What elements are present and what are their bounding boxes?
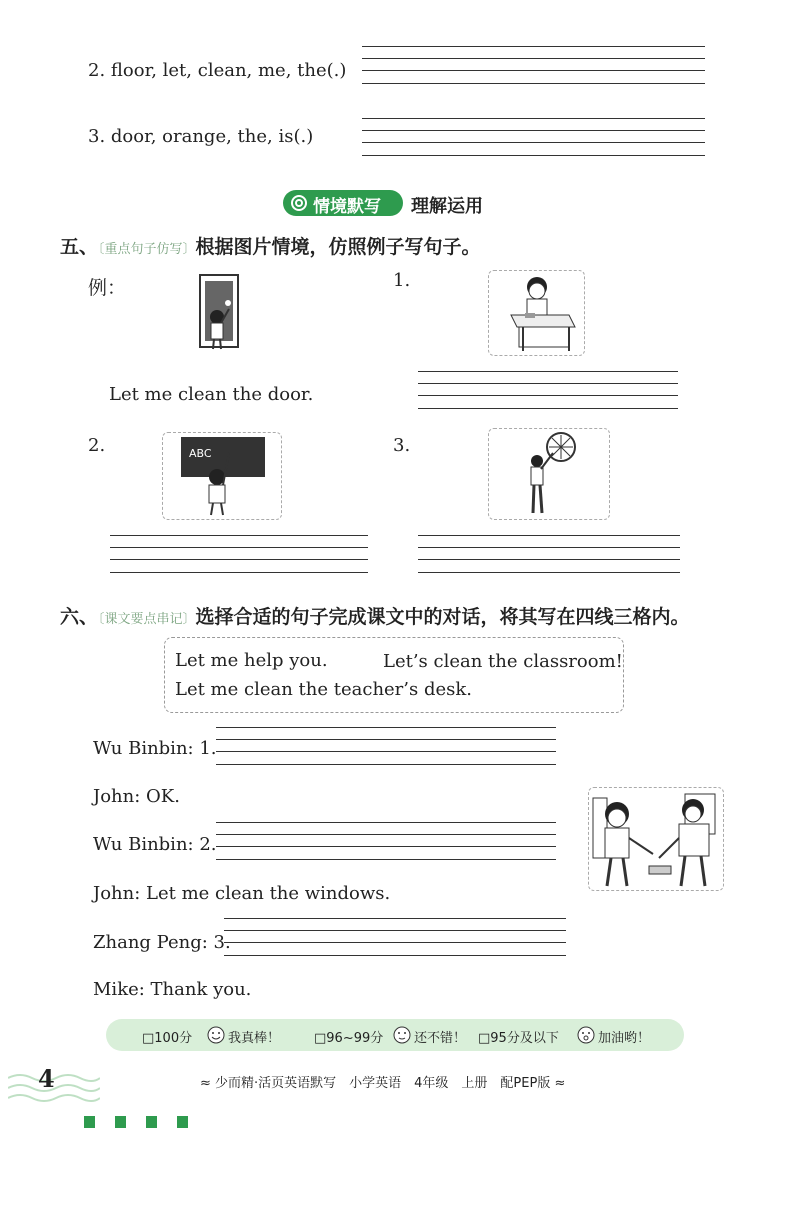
dialogue-line-6: Mike: Thank you.	[93, 979, 252, 1000]
page-number: 4	[38, 1064, 55, 1093]
score-95-below-comment: 加油哟！	[598, 1031, 651, 1046]
dialogue-line-3: Wu Binbin: 2.	[93, 834, 217, 855]
boy-cleaning-fan-picture	[488, 428, 610, 520]
option-3: Let me clean the teacher’s desk.	[175, 679, 473, 700]
dialogue-line-5: Zhang Peng: 3.	[93, 932, 231, 953]
smile-face-icon	[392, 1025, 412, 1045]
dialogue-line-4: John: Let me clean the windows.	[93, 883, 391, 904]
reorder-item-2: 2. floor, let, clean, me, the(.)	[88, 60, 347, 81]
item-1-label: 1.	[393, 270, 411, 291]
girl-cleaning-door-picture	[195, 273, 245, 353]
footer-green-block	[146, 1116, 157, 1128]
footer-green-block	[177, 1116, 188, 1128]
option-2: Let’s clean the classroom!	[383, 651, 623, 672]
self-assessment-bar	[106, 1019, 684, 1051]
boy-cleaning-desk-picture	[488, 270, 585, 356]
section5-heading: 五、〔重点句子仿写〕根据图片情境，仿照例子写句子。	[60, 236, 481, 258]
sentence-options-box	[164, 637, 624, 713]
girl-cleaning-blackboard-picture	[162, 432, 282, 520]
score-96-99-comment: 还不错！	[414, 1031, 467, 1046]
medal-icon	[289, 193, 309, 213]
section6-heading: 六、〔课文要点串记〕选择合适的句子完成课文中的对话，将其写在四线三格内。	[60, 606, 690, 628]
example-label: 例：	[88, 277, 127, 299]
dialogue-line-2: John: OK.	[93, 786, 180, 807]
option-1: Let me help you.	[175, 650, 328, 671]
item-2-label: 2.	[88, 435, 106, 456]
two-boys-picture	[588, 787, 724, 891]
section-banner-badge	[283, 190, 403, 216]
score-100[interactable]: □100分	[142, 1031, 193, 1046]
score-100-comment: 我真棒！	[228, 1031, 281, 1046]
banner-subtitle: 理解运用	[411, 196, 483, 217]
boy-desk-illustration	[489, 271, 584, 355]
blackboard-illustration	[163, 433, 281, 519]
banner-badge-text: 情境默写	[313, 197, 381, 217]
section5-tag: 〔重点句子仿写〕	[98, 242, 196, 257]
footer-green-block	[115, 1116, 126, 1128]
score-96-99[interactable]: □96~99分	[314, 1031, 384, 1046]
fan-illustration	[489, 429, 609, 519]
two-boys-illustration	[589, 788, 723, 890]
cheer-face-icon	[576, 1025, 596, 1045]
blackboard-text: ABC	[189, 447, 212, 460]
score-95-below[interactable]: □95分及以下	[478, 1031, 559, 1046]
footer-green-block	[84, 1116, 95, 1128]
footer-series-title: ≈ 少而精·活页英语默写 小学英语 4年级 上册 配PEP版 ≈	[200, 1076, 566, 1091]
item-3-label: 3.	[393, 435, 411, 456]
example-sentence: Let me clean the door.	[109, 384, 314, 405]
happy-face-icon	[206, 1025, 226, 1045]
reorder-item-3: 3. door, orange, the, is(.)	[88, 126, 314, 147]
section6-tag: 〔课文要点串记〕	[98, 612, 196, 627]
dialogue-line-1: Wu Binbin: 1.	[93, 738, 217, 759]
